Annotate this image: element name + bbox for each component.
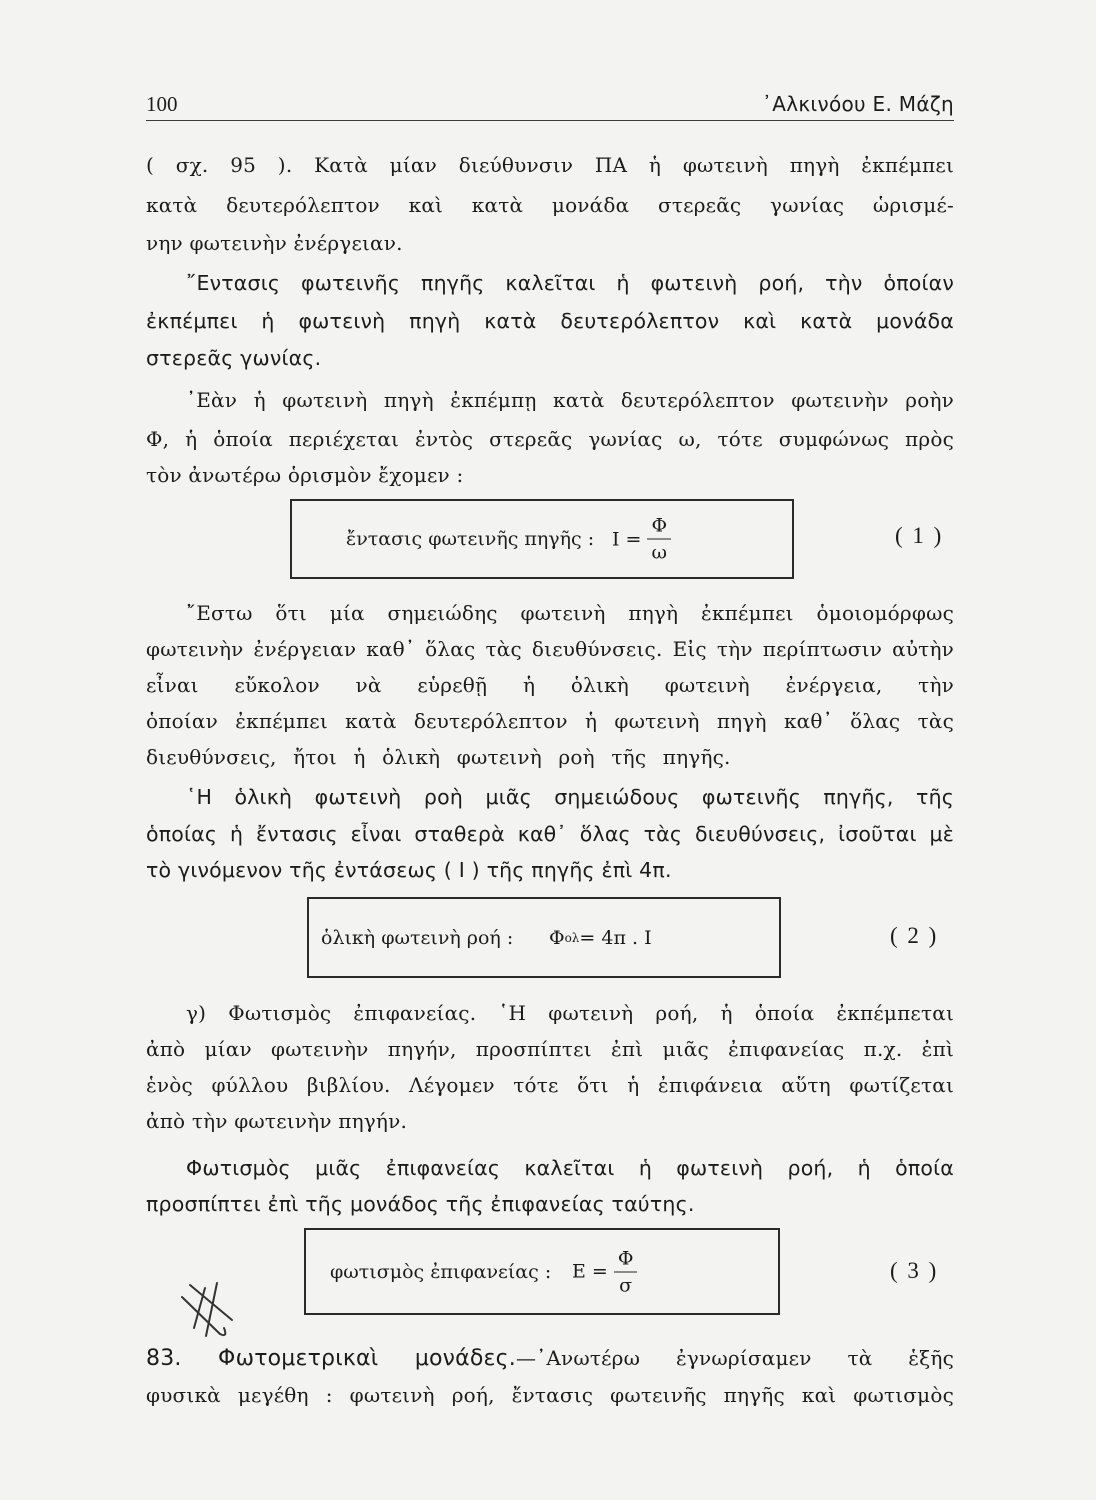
equation-formula	[612, 515, 671, 564]
text-line: φυσικὰ μεγέθη : φωτεινὴ ροή, ἔντασις φωτεινῆς πηγῆς καὶ φωτισμὸς	[146, 1383, 954, 1407]
margin-mark-icon	[180, 1280, 240, 1340]
text-line: ᾿Εὰν ἡ φωτεινὴ πηγὴ ἐκπέμπῃ κατὰ δευτερόλεπτον φωτεινὴν ροὴν	[186, 388, 954, 412]
page-header	[146, 90, 954, 121]
text-line: ἀπὸ μίαν φωτεινὴν πηγήν, προσπίπτει ἐπὶ μιᾶς ἐπιφανείας π.χ. ἐπὶ	[146, 1037, 954, 1061]
equation-number: ( 2 )	[890, 923, 939, 948]
text-line: Φωτισμὸς μιᾶς ἐπιφανείας καλεῖται ἡ φωτεινὴ ροή, ἡ ὁποία	[186, 1156, 954, 1180]
equation-box-3	[304, 1228, 780, 1315]
equation-subscript: ολ	[564, 930, 580, 945]
text-line: ῎Εντασις φωτεινῆς πηγῆς καλεῖται ἡ φωτεινὴ ροή, τὴν ὁποίαν	[186, 271, 954, 295]
text-line: ὁποίαν ἐκπέμπει κατὰ δευτερόλεπτον ἡ φωτεινὴ πηγὴ καθ᾿ ὅλας τὰς	[146, 709, 954, 733]
text-line: ῾Η ὁλικὴ φωτεινὴ ροὴ μιᾶς σημειώδους φωτεινῆς πηγῆς, τῆς	[186, 785, 954, 809]
fraction	[614, 1247, 638, 1296]
equation-lhs: I =	[612, 528, 642, 550]
text-line: νην φωτεινὴν ἐνέργειαν.	[146, 231, 403, 255]
equation-box-1	[290, 499, 794, 579]
numerator: Φ	[614, 1247, 638, 1272]
text-line: εἶναι εὔκολον νὰ εὑρεθῇ ἡ ὁλικὴ φωτεινὴ ἐνέργεια, τὴν	[146, 673, 954, 697]
section-first-line	[146, 1343, 954, 1374]
equation-label: ἔντασις φωτεινῆς πηγῆς :	[346, 528, 595, 550]
text-line: στερεᾶς γωνίας.	[146, 346, 322, 370]
equation-number: ( 3 )	[890, 1258, 939, 1283]
equation-lhs: Φ	[549, 926, 565, 949]
text-line: τὸν ἀνωτέρω ὁρισμὸν ἔχομεν :	[146, 463, 464, 487]
text-line: τὸ γινόμενον τῆς ἐντάσεως ( I ) τῆς πηγῆς ἐπὶ 4π.	[146, 858, 672, 882]
equation-lhs: E =	[572, 1260, 608, 1283]
text-line: ἀπὸ τὴν φωτεινὴν πηγήν.	[146, 1109, 408, 1133]
text-line: ἑνὸς φύλλου βιβλίου. Λέγομεν τότε ὅτι ἡ ἐπιφάνεια αὕτη φωτίζεται	[146, 1073, 954, 1097]
equation-formula	[549, 927, 652, 949]
running-head: ᾿Αλκινόου Ε. Μάζη	[761, 92, 954, 116]
numerator: Φ	[647, 515, 671, 540]
denominator: σ	[619, 1274, 633, 1296]
text-line: διευθύνσεις, ἤτοι ἡ ὁλικὴ φωτεινὴ ροὴ τῆς πηγῆς.	[146, 745, 731, 769]
section-text: —᾿Ανωτέρω ἐγνωρίσαμεν τὰ ἑξῆς	[515, 1346, 954, 1370]
text-line: κατὰ δευτερόλεπτον καὶ κατὰ μονάδα στερεᾶς γωνίας ὡρισμέ-	[146, 193, 954, 217]
equation-number: ( 1 )	[895, 523, 944, 548]
fraction	[647, 515, 671, 564]
text-line: γ) Φωτισμὸς ἐπιφανείας. ῾Η φωτεινὴ ροή, ἡ ὁποία ἐκπέμπεται	[186, 1001, 954, 1025]
text-line: ( σχ. 95 ). Κατὰ μίαν διεύθυνσιν ΠΑ ἡ φωτεινὴ πηγὴ ἐκπέμπει	[146, 153, 954, 177]
text-line: ὁποίας ἡ ἔντασις εἶναι σταθερὰ καθ᾿ ὅλας τὰς διευθύνσεις, ἰσοῦται μὲ	[146, 822, 954, 846]
text-line: φωτεινὴν ἐνέργειαν καθ᾿ ὅλας τὰς διευθύνσεις. Εἰς τὴν περίπτωσιν αὐτὴν	[146, 637, 954, 661]
equation-formula	[572, 1247, 637, 1296]
text-line: Φ, ἡ ὁποία περιέχεται ἐντὸς στερεᾶς γωνίας ω, τότε συμφώνως πρὸς	[146, 427, 954, 451]
equation-box-2	[307, 897, 781, 978]
equation-label: ὁλικὴ φωτεινὴ ροή :	[321, 926, 514, 949]
page-number: 100	[146, 92, 178, 116]
equation-rhs: = 4π . I	[579, 926, 652, 949]
equation-label: φωτισμὸς ἐπιφανείας :	[330, 1260, 552, 1283]
section-heading: 83. Φωτομετρικαὶ μονάδες.	[146, 1346, 516, 1371]
denominator: ω	[651, 541, 667, 564]
text-line: ἐκπέμπει ἡ φωτεινὴ πηγὴ κατὰ δευτερόλεπτον καὶ κατὰ μονάδα	[146, 309, 954, 333]
text-line: ῎Εστω ὅτι μία σημειώδης φωτεινὴ πηγὴ ἐκπέμπει ὁμοιομόρφως	[186, 601, 954, 625]
text-line: προσπίπτει ἐπὶ τῆς μονάδος τῆς ἐπιφανείας ταύτης.	[146, 1192, 695, 1216]
